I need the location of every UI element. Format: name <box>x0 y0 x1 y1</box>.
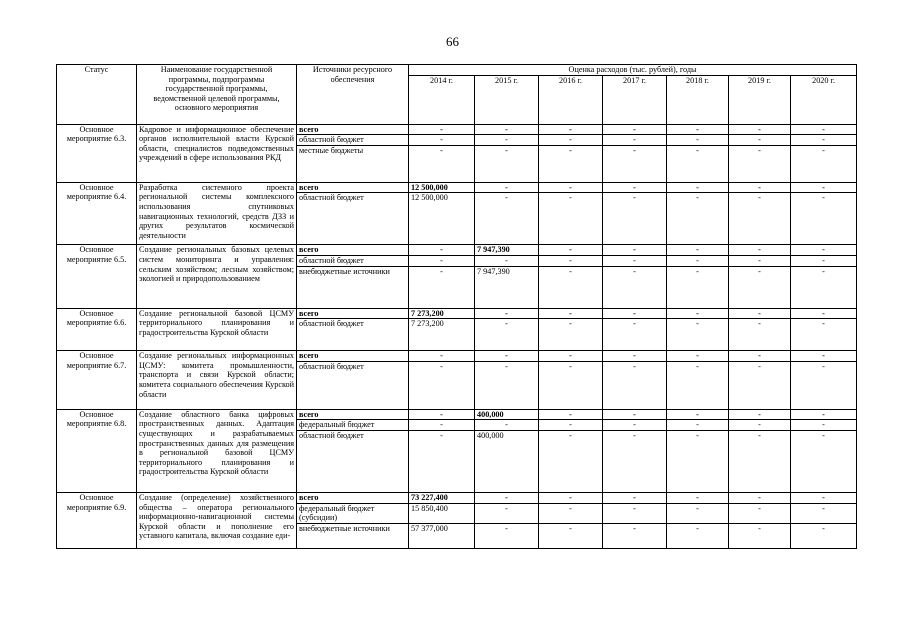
row-value-cell: 73 227,400 <box>409 492 475 503</box>
header-source: Источники ресурсного обеспечения <box>297 65 409 125</box>
row-value-cell: - <box>603 266 667 308</box>
row-value-cell: - <box>667 351 729 362</box>
row-status: Основное мероприятие 6.8. <box>57 409 137 492</box>
table-row <box>57 245 857 256</box>
row-funding-source: федеральный бюджет <box>297 420 409 431</box>
row-funding-source: федеральный бюджет (субсидии) <box>297 503 409 523</box>
row-value-cell: - <box>539 245 603 256</box>
row-value-cell: - <box>409 420 475 431</box>
row-value-cell: - <box>729 266 791 308</box>
row-value-cell: - <box>409 245 475 256</box>
row-value-cell: - <box>729 255 791 266</box>
header-year: 2018 г. <box>667 75 729 124</box>
row-value-cell: - <box>603 420 667 431</box>
row-value-cell: - <box>603 523 667 548</box>
row-value-cell: - <box>603 135 667 146</box>
row-value-cell: - <box>667 361 729 409</box>
row-funding-source: всего <box>297 351 409 362</box>
row-value-cell: - <box>667 523 729 548</box>
header-year: 2016 г. <box>539 75 603 124</box>
row-value-cell: - <box>667 245 729 256</box>
row-value-cell: - <box>539 193 603 245</box>
row-value-cell: - <box>791 492 857 503</box>
row-value-cell: - <box>791 124 857 135</box>
row-value-cell: - <box>539 351 603 362</box>
row-value-cell: 7 947,390 <box>475 266 539 308</box>
row-value-cell: - <box>729 503 791 523</box>
row-value-cell: - <box>603 182 667 193</box>
row-funding-source: внебюджетные источники <box>297 523 409 548</box>
row-value-cell: 7 947,390 <box>475 245 539 256</box>
row-value-cell: - <box>409 430 475 492</box>
row-value-cell: - <box>409 351 475 362</box>
row-value-cell: - <box>729 409 791 420</box>
row-value-cell: 7 273,200 <box>409 308 475 319</box>
row-value-cell: - <box>729 361 791 409</box>
row-value-cell: - <box>667 503 729 523</box>
row-value-cell: - <box>667 409 729 420</box>
row-value-cell: - <box>409 361 475 409</box>
page-number: 66 <box>446 34 459 49</box>
row-value-cell: - <box>791 361 857 409</box>
row-status: Основное мероприятие 6.6. <box>57 308 137 351</box>
row-value-cell: - <box>603 319 667 351</box>
row-funding-source: всего <box>297 124 409 135</box>
row-value-cell: - <box>539 420 603 431</box>
row-value-cell: - <box>539 255 603 266</box>
row-activity-name: Создание (определение) хозяйственного общества – оператора регионального информационно-навигационной системы Курской области и пополнение его уставного капитала, включая создание еди- <box>137 492 297 548</box>
row-value-cell: - <box>791 255 857 266</box>
row-value-cell: - <box>603 430 667 492</box>
row-value-cell: - <box>603 492 667 503</box>
row-value-cell: - <box>667 255 729 266</box>
row-value-cell: - <box>475 523 539 548</box>
row-value-cell: - <box>791 523 857 548</box>
row-value-cell: - <box>539 409 603 420</box>
row-value-cell: - <box>667 266 729 308</box>
row-value-cell: - <box>603 145 667 182</box>
row-value-cell: - <box>475 182 539 193</box>
row-funding-source: областной бюджет <box>297 193 409 245</box>
row-value-cell: - <box>667 430 729 492</box>
row-value-cell: - <box>475 124 539 135</box>
row-activity-name: Создание областного банка цифровых пространственных данных. Адаптация существующих и разрабатываемых пространственных данных для размещения в региональной базовой ЦСМУ территориального планирования и градостроительства Курской области <box>137 409 297 492</box>
row-value-cell: - <box>475 145 539 182</box>
header-status: Статус <box>57 65 137 125</box>
row-funding-source: областной бюджет <box>297 430 409 492</box>
row-value-cell: - <box>603 255 667 266</box>
row-value-cell: - <box>791 409 857 420</box>
header-year: 2019 г. <box>729 75 791 124</box>
row-value-cell: - <box>603 245 667 256</box>
table-row <box>57 492 857 503</box>
row-value-cell: - <box>791 351 857 362</box>
row-value-cell: - <box>729 420 791 431</box>
row-value-cell: - <box>791 245 857 256</box>
row-value-cell: - <box>539 503 603 523</box>
budget-table <box>56 64 857 549</box>
row-value-cell: - <box>729 182 791 193</box>
row-value-cell: - <box>475 308 539 319</box>
row-value-cell: - <box>667 420 729 431</box>
row-value-cell: - <box>791 145 857 182</box>
row-value-cell: - <box>667 182 729 193</box>
row-value-cell: 400,000 <box>475 430 539 492</box>
row-value-cell: 7 273,200 <box>409 319 475 351</box>
row-funding-source: всего <box>297 308 409 319</box>
row-value-cell: 12 500,000 <box>409 193 475 245</box>
row-value-cell: - <box>729 319 791 351</box>
table-row <box>57 124 857 135</box>
row-value-cell: - <box>729 492 791 503</box>
row-status: Основное мероприятие 6.3. <box>57 124 137 182</box>
row-value-cell: - <box>667 135 729 146</box>
row-funding-source: всего <box>297 492 409 503</box>
row-value-cell: - <box>667 145 729 182</box>
row-value-cell: - <box>475 492 539 503</box>
row-status: Основное мероприятие 6.5. <box>57 245 137 308</box>
row-funding-source: внебюджетные источники <box>297 266 409 308</box>
header-name: Наименование государственной программы, подпрограммы государственной программы, ведомственной целевой программы, основного мероприятия <box>137 65 297 125</box>
row-value-cell: - <box>791 308 857 319</box>
row-value-cell: - <box>603 503 667 523</box>
row-activity-name: Кадровое и информационное обеспечение органов исполнительной власти Курской области, специалистов подведомственных учреждений в сфере использования РКД <box>137 124 297 182</box>
row-value-cell: - <box>729 308 791 319</box>
row-value-cell: - <box>729 135 791 146</box>
row-value-cell: - <box>603 308 667 319</box>
row-value-cell: - <box>475 503 539 523</box>
row-value-cell: - <box>475 193 539 245</box>
row-value-cell: - <box>539 319 603 351</box>
row-funding-source: областной бюджет <box>297 319 409 351</box>
row-value-cell: - <box>791 266 857 308</box>
row-value-cell: - <box>667 492 729 503</box>
row-funding-source: всего <box>297 182 409 193</box>
row-value-cell: - <box>791 135 857 146</box>
row-value-cell: - <box>539 430 603 492</box>
row-funding-source: всего <box>297 409 409 420</box>
row-status: Основное мероприятие 6.4. <box>57 182 137 245</box>
row-value-cell: 15 850,400 <box>409 503 475 523</box>
header-estimate: Оценка расходов (тыс. рублей), годы <box>409 65 857 76</box>
row-value-cell: - <box>667 124 729 135</box>
row-value-cell: - <box>667 193 729 245</box>
table-row <box>57 351 857 362</box>
row-funding-source: областной бюджет <box>297 255 409 266</box>
row-value-cell: - <box>729 245 791 256</box>
header-year: 2020 г. <box>791 75 857 124</box>
row-activity-name: Создание региональных информационных ЦСМУ: комитета промышленности, транспорта и связи Курской области; комитета социального обеспечения Курской области <box>137 351 297 410</box>
row-status: Основное мероприятие 6.7. <box>57 351 137 410</box>
row-funding-source: местные бюджеты <box>297 145 409 182</box>
table-row <box>57 182 857 193</box>
row-value-cell: - <box>409 135 475 146</box>
header-year: 2014 г. <box>409 75 475 124</box>
row-value-cell: - <box>539 145 603 182</box>
row-value-cell: - <box>475 135 539 146</box>
row-value-cell: - <box>791 430 857 492</box>
row-value-cell: - <box>409 255 475 266</box>
row-value-cell: - <box>729 523 791 548</box>
row-value-cell: - <box>603 351 667 362</box>
row-value-cell: - <box>729 145 791 182</box>
header-year: 2015 г. <box>475 75 539 124</box>
row-value-cell: 400,000 <box>475 409 539 420</box>
row-value-cell: - <box>603 361 667 409</box>
row-value-cell: - <box>667 308 729 319</box>
row-value-cell: - <box>475 351 539 362</box>
row-value-cell: - <box>539 124 603 135</box>
row-value-cell: - <box>791 193 857 245</box>
row-value-cell: - <box>539 308 603 319</box>
row-value-cell: - <box>409 124 475 135</box>
row-funding-source: областной бюджет <box>297 135 409 146</box>
row-funding-source: областной бюджет <box>297 361 409 409</box>
row-value-cell: - <box>539 182 603 193</box>
row-value-cell: - <box>791 503 857 523</box>
row-value-cell: - <box>539 266 603 308</box>
row-value-cell: - <box>409 409 475 420</box>
row-value-cell: 12 500,000 <box>409 182 475 193</box>
row-value-cell: - <box>791 182 857 193</box>
row-value-cell: - <box>791 420 857 431</box>
row-status: Основное мероприятие 6.9. <box>57 492 137 548</box>
row-value-cell: - <box>729 193 791 245</box>
row-value-cell: - <box>791 319 857 351</box>
row-value-cell: - <box>475 319 539 351</box>
table-row <box>57 308 857 319</box>
row-activity-name: Разработка системного проекта региональной системы комплексного использования спутниковых навигационных технологий, средств ДЗЗ и других результатов космической деятельности <box>137 182 297 245</box>
row-value-cell: - <box>539 361 603 409</box>
row-value-cell: - <box>475 420 539 431</box>
row-value-cell: - <box>667 319 729 351</box>
row-funding-source: всего <box>297 245 409 256</box>
row-value-cell: - <box>475 361 539 409</box>
row-value-cell: - <box>475 255 539 266</box>
row-value-cell: 57 377,000 <box>409 523 475 548</box>
row-value-cell: - <box>729 430 791 492</box>
row-value-cell: - <box>603 409 667 420</box>
row-value-cell: - <box>603 193 667 245</box>
table-row <box>57 409 857 420</box>
row-activity-name: Создание региональных базовых целевых систем мониторинга и управления: сельским хозяйством; лесным хозяйством; экологией и природопользованием <box>137 245 297 308</box>
row-value-cell: - <box>539 492 603 503</box>
row-value-cell: - <box>409 145 475 182</box>
row-activity-name: Создание региональной базовой ЦСМУ территориального планирования и градостроительства Курской области <box>137 308 297 351</box>
row-value-cell: - <box>539 135 603 146</box>
row-value-cell: - <box>603 124 667 135</box>
row-value-cell: - <box>539 523 603 548</box>
header-year: 2017 г. <box>603 75 667 124</box>
row-value-cell: - <box>409 266 475 308</box>
row-value-cell: - <box>729 351 791 362</box>
row-value-cell: - <box>729 124 791 135</box>
